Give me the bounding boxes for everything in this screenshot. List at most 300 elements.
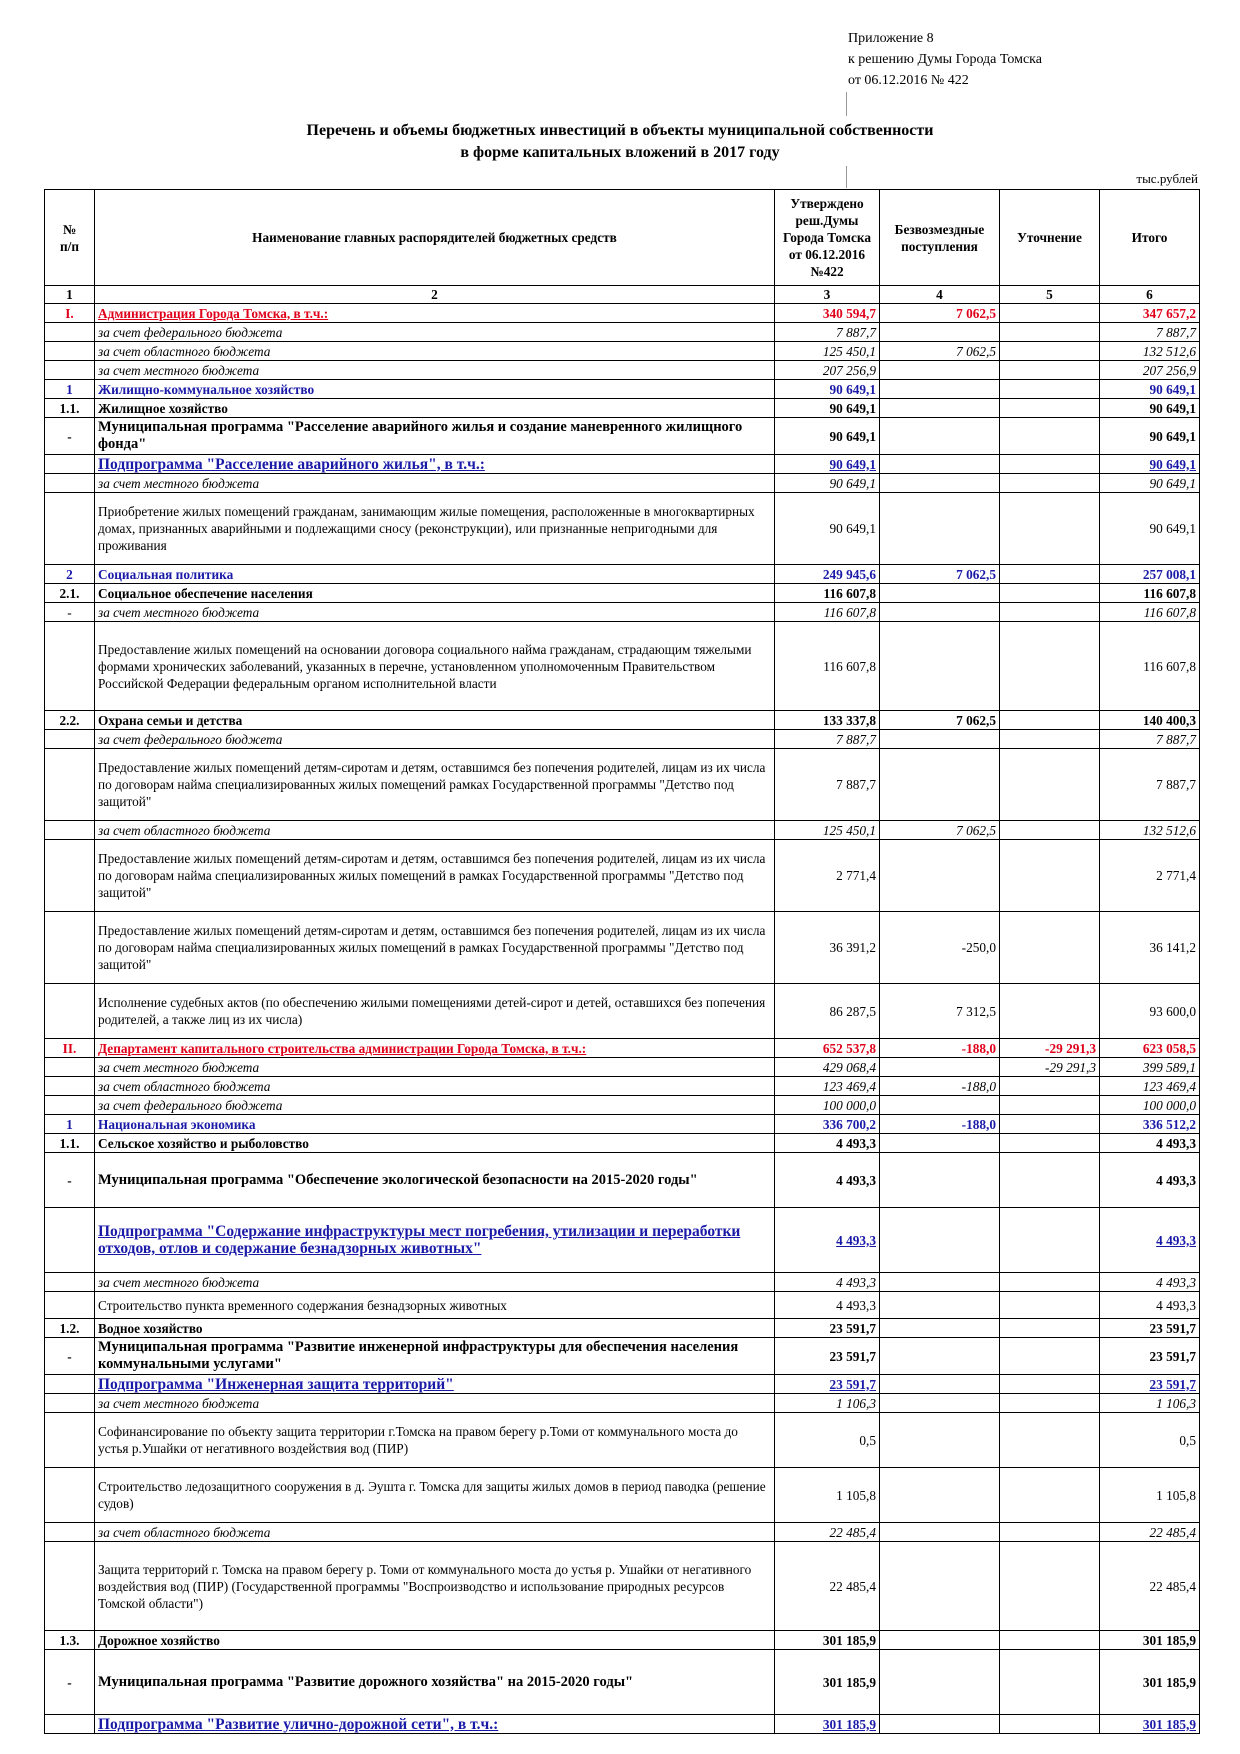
adjustment-value	[1000, 1273, 1100, 1292]
row-name: Предоставление жилых помещений детям-сиротам и детям, оставшимся без попечения родителей, лицам из их числа по договорам найма специализированных жилых помещений рамках Государственной программы "Детство под защитой"	[95, 749, 775, 821]
total-value: 132 512,6	[1100, 821, 1200, 840]
row-name: Подпрограмма "Содержание инфраструктуры мест погребения, утилизации и переработки отходов, отлов и содержание безнадзорных животных"	[95, 1208, 775, 1273]
row-number	[45, 342, 95, 361]
total-value: 140 400,3	[1100, 711, 1200, 730]
approved-value: 133 337,8	[775, 711, 880, 730]
row-number: II.	[45, 1039, 95, 1058]
adjustment-value	[1000, 1468, 1100, 1523]
row-name: Предоставление жилых помещений детям-сиротам и детям, оставшимся без попечения родителей, лицам из их числа по договорам найма специализированных жилых помещений в рамках Государственной программы "Детство под защитой"	[95, 840, 775, 912]
table-row	[45, 821, 1200, 840]
row-name: за счет федерального бюджета	[95, 323, 775, 342]
title-line-2: в форме капитальных вложений в 2017 году	[460, 144, 780, 161]
total-value: 23 591,7	[1100, 1338, 1200, 1375]
table-row	[45, 1650, 1200, 1715]
grants-value	[880, 1394, 1000, 1413]
total-value: 4 493,3	[1100, 1134, 1200, 1153]
grants-value: 7 062,5	[880, 711, 1000, 730]
grants-value	[880, 323, 1000, 342]
row-name: Муниципальная программа "Развитие дорожного хозяйства" на 2015-2020 годы"	[95, 1650, 775, 1715]
table-row	[45, 1039, 1200, 1058]
approved-value: 23 591,7	[775, 1319, 880, 1338]
adjustment-value	[1000, 342, 1100, 361]
row-number: 1	[45, 380, 95, 399]
row-number: -	[45, 418, 95, 455]
grants-value: 7 062,5	[880, 821, 1000, 840]
grants-value	[880, 749, 1000, 821]
approved-value: 207 256,9	[775, 361, 880, 380]
table-row	[45, 399, 1200, 418]
grants-value	[880, 840, 1000, 912]
header-adjustment: Уточнение	[1000, 190, 1100, 286]
approved-value: 2 771,4	[775, 840, 880, 912]
adjustment-value	[1000, 1338, 1100, 1375]
row-name: Предоставление жилых помещений на основании договора социального найма гражданам, страдающим тяжелыми формами хронических заболеваний, указанных в перечне, установленном уполномоченным Правительством Российской Федерации федеральным органом исполнительной власти	[95, 622, 775, 711]
row-number	[45, 984, 95, 1039]
grants-value	[880, 1096, 1000, 1115]
approved-value: 22 485,4	[775, 1523, 880, 1542]
approved-value: 125 450,1	[775, 821, 880, 840]
row-number: -	[45, 1338, 95, 1375]
total-value: 23 591,7	[1100, 1375, 1200, 1394]
approved-value: 4 493,3	[775, 1134, 880, 1153]
row-number: 2.1.	[45, 584, 95, 603]
total-value: 100 000,0	[1100, 1096, 1200, 1115]
table-row	[45, 1115, 1200, 1134]
grants-value	[880, 1058, 1000, 1077]
table-row	[45, 584, 1200, 603]
grants-value: -250,0	[880, 912, 1000, 984]
divider	[846, 92, 847, 116]
row-name: Администрация Города Томска, в т.ч.:	[95, 304, 775, 323]
total-value: 301 185,9	[1100, 1650, 1200, 1715]
approved-value: 7 887,7	[775, 730, 880, 749]
header-name: Наименование главных распорядителей бюджетных средств	[95, 190, 775, 286]
total-value: 90 649,1	[1100, 493, 1200, 565]
adjustment-value	[1000, 304, 1100, 323]
approved-value: 0,5	[775, 1413, 880, 1468]
header-total: Итого	[1100, 190, 1200, 286]
row-number: 1.1.	[45, 1134, 95, 1153]
approved-value: 1 106,3	[775, 1394, 880, 1413]
approved-value: 116 607,8	[775, 584, 880, 603]
total-value: 347 657,2	[1100, 304, 1200, 323]
approved-value: 116 607,8	[775, 603, 880, 622]
row-number: -	[45, 1650, 95, 1715]
row-name: Муниципальная программа "Обеспечение экологической безопасности на 2015-2020 годы"	[95, 1153, 775, 1208]
approved-value: 7 887,7	[775, 749, 880, 821]
approved-value: 90 649,1	[775, 455, 880, 474]
total-value: 116 607,8	[1100, 584, 1200, 603]
grants-value	[880, 1319, 1000, 1338]
table-row	[45, 1077, 1200, 1096]
row-name: за счет местного бюджета	[95, 1273, 775, 1292]
grants-value	[880, 730, 1000, 749]
approved-value: 90 649,1	[775, 493, 880, 565]
total-value: 23 591,7	[1100, 1319, 1200, 1338]
table-row	[45, 603, 1200, 622]
row-number	[45, 1096, 95, 1115]
total-value: 132 512,6	[1100, 342, 1200, 361]
total-value: 301 185,9	[1100, 1715, 1200, 1734]
row-name: Национальная экономика	[95, 1115, 775, 1134]
row-name: за счет областного бюджета	[95, 1077, 775, 1096]
approved-value: 429 068,4	[775, 1058, 880, 1077]
row-number: -	[45, 603, 95, 622]
table-row	[45, 1338, 1200, 1375]
adjustment-value	[1000, 1650, 1100, 1715]
row-name: Строительство ледозащитного сооружения в д. Эушта г. Томска для защиты жилых домов в период паводка (решение судов)	[95, 1468, 775, 1523]
header-grants: Безвозмездные поступления	[880, 190, 1000, 286]
table-header-row	[45, 190, 1200, 286]
adjustment-value	[1000, 399, 1100, 418]
row-name: Подпрограмма "Развитие улично-дорожной сети", в т.ч.:	[95, 1715, 775, 1734]
table-row	[45, 1413, 1200, 1468]
grants-value	[880, 399, 1000, 418]
row-name: Водное хозяйство	[95, 1319, 775, 1338]
appendix-block	[848, 28, 1042, 91]
grants-value	[880, 1375, 1000, 1394]
total-value: 7 887,7	[1100, 749, 1200, 821]
adjustment-value	[1000, 323, 1100, 342]
adjustment-value	[1000, 493, 1100, 565]
grants-value: -188,0	[880, 1077, 1000, 1096]
adjustment-value	[1000, 1319, 1100, 1338]
row-number	[45, 361, 95, 380]
approved-value: 4 493,3	[775, 1208, 880, 1273]
units-label: тыс.рублей	[1136, 171, 1198, 186]
total-value: 1 106,3	[1100, 1394, 1200, 1413]
adjustment-value	[1000, 1134, 1100, 1153]
row-number	[45, 1715, 95, 1734]
table-row	[45, 1394, 1200, 1413]
adjustment-value	[1000, 984, 1100, 1039]
appendix-line-1: Приложение 8	[848, 31, 934, 46]
grants-value: -188,0	[880, 1039, 1000, 1058]
grants-value: 7 062,5	[880, 342, 1000, 361]
header-approved: Утверждено реш.Думы Города Томска от 06.12.2016 №422	[775, 190, 880, 286]
total-value: 257 008,1	[1100, 565, 1200, 584]
table-row	[45, 749, 1200, 821]
row-number	[45, 1292, 95, 1319]
column-number-row	[45, 286, 1200, 304]
row-number	[45, 455, 95, 474]
grants-value: 7 312,5	[880, 984, 1000, 1039]
grants-value	[880, 1208, 1000, 1273]
row-name: за счет областного бюджета	[95, 342, 775, 361]
row-number	[45, 730, 95, 749]
grants-value	[880, 622, 1000, 711]
document-title	[0, 120, 1240, 164]
adjustment-value: -29 291,3	[1000, 1058, 1100, 1077]
table-row	[45, 418, 1200, 455]
grants-value	[880, 584, 1000, 603]
total-value: 4 493,3	[1100, 1153, 1200, 1208]
row-name: Приобретение жилых помещений гражданам, занимающим жилые помещения, расположенные в многоквартирных домах, признанных аварийными и подлежащими сносу (реконструкции), или признанные непригодными для проживания	[95, 493, 775, 565]
row-number	[45, 840, 95, 912]
table-row	[45, 1153, 1200, 1208]
header-number: № п/п	[45, 190, 95, 286]
table-row	[45, 493, 1200, 565]
approved-value: 22 485,4	[775, 1542, 880, 1631]
row-number	[45, 1523, 95, 1542]
approved-value: 301 185,9	[775, 1631, 880, 1650]
row-name: за счет областного бюджета	[95, 1523, 775, 1542]
table-row	[45, 1631, 1200, 1650]
grants-value	[880, 603, 1000, 622]
row-number	[45, 1375, 95, 1394]
row-name: Софинансирование по объекту защита территории г.Томска на правом берегу р.Томи от коммунального моста до устья р.Ушайки от негативного воздействия вод (ПИР)	[95, 1413, 775, 1468]
adjustment-value	[1000, 821, 1100, 840]
row-number: 1.2.	[45, 1319, 95, 1338]
table-row	[45, 455, 1200, 474]
table-row	[45, 730, 1200, 749]
row-number	[45, 622, 95, 711]
table-row	[45, 622, 1200, 711]
row-number	[45, 1077, 95, 1096]
row-name: за счет местного бюджета	[95, 474, 775, 493]
grants-value: 7 062,5	[880, 565, 1000, 584]
table-row	[45, 380, 1200, 399]
adjustment-value	[1000, 455, 1100, 474]
budget-table	[44, 189, 1200, 1734]
row-name: за счет федерального бюджета	[95, 730, 775, 749]
adjustment-value	[1000, 711, 1100, 730]
adjustment-value	[1000, 1542, 1100, 1631]
adjustment-value	[1000, 1631, 1100, 1650]
column-number: 1	[45, 286, 95, 304]
row-name: Департамент капитального строительства администрации Города Томска, в т.ч.:	[95, 1039, 775, 1058]
grants-value	[880, 1650, 1000, 1715]
table-row	[45, 1715, 1200, 1734]
approved-value: 90 649,1	[775, 399, 880, 418]
total-value: 116 607,8	[1100, 622, 1200, 711]
row-name: Дорожное хозяйство	[95, 1631, 775, 1650]
approved-value: 7 887,7	[775, 323, 880, 342]
approved-value: 340 594,7	[775, 304, 880, 323]
approved-value: 116 607,8	[775, 622, 880, 711]
grants-value	[880, 1523, 1000, 1542]
approved-value: 652 537,8	[775, 1039, 880, 1058]
approved-value: 90 649,1	[775, 474, 880, 493]
total-value: 4 493,3	[1100, 1273, 1200, 1292]
total-value: 399 589,1	[1100, 1058, 1200, 1077]
row-number	[45, 1208, 95, 1273]
row-number	[45, 912, 95, 984]
column-number: 4	[880, 286, 1000, 304]
row-number	[45, 1394, 95, 1413]
adjustment-value	[1000, 749, 1100, 821]
total-value: 116 607,8	[1100, 603, 1200, 622]
total-value: 90 649,1	[1100, 399, 1200, 418]
column-number: 5	[1000, 286, 1100, 304]
total-value: 1 105,8	[1100, 1468, 1200, 1523]
total-value: 90 649,1	[1100, 380, 1200, 399]
approved-value: 301 185,9	[775, 1650, 880, 1715]
grants-value	[880, 1292, 1000, 1319]
total-value: 90 649,1	[1100, 474, 1200, 493]
approved-value: 90 649,1	[775, 380, 880, 399]
adjustment-value	[1000, 1715, 1100, 1734]
approved-value: 36 391,2	[775, 912, 880, 984]
row-number: 2	[45, 565, 95, 584]
row-name: Сельское хозяйство и рыболовство	[95, 1134, 775, 1153]
grants-value	[880, 455, 1000, 474]
table-row	[45, 711, 1200, 730]
row-name: за счет областного бюджета	[95, 821, 775, 840]
grants-value	[880, 474, 1000, 493]
total-value: 36 141,2	[1100, 912, 1200, 984]
approved-value: 4 493,3	[775, 1292, 880, 1319]
adjustment-value	[1000, 840, 1100, 912]
total-value: 93 600,0	[1100, 984, 1200, 1039]
table-row	[45, 1523, 1200, 1542]
row-name: Муниципальная программа "Развитие инженерной инфраструктуры для обеспечения населения коммунальными услугами"	[95, 1338, 775, 1375]
grants-value: -188,0	[880, 1115, 1000, 1134]
row-name: Жилищное хозяйство	[95, 399, 775, 418]
table-row	[45, 1375, 1200, 1394]
grants-value	[880, 1273, 1000, 1292]
row-name: за счет местного бюджета	[95, 1058, 775, 1077]
row-number	[45, 493, 95, 565]
row-name: Подпрограмма "Расселение аварийного жилья", в т.ч.:	[95, 455, 775, 474]
total-value: 7 887,7	[1100, 323, 1200, 342]
total-value: 301 185,9	[1100, 1631, 1200, 1650]
approved-value: 4 493,3	[775, 1273, 880, 1292]
grants-value	[880, 1153, 1000, 1208]
table-row	[45, 361, 1200, 380]
row-name: Муниципальная программа "Расселение аварийного жилья и создание маневренного жилищного фонда"	[95, 418, 775, 455]
adjustment-value	[1000, 603, 1100, 622]
table-row	[45, 1208, 1200, 1273]
table-row	[45, 1319, 1200, 1338]
adjustment-value	[1000, 1115, 1100, 1134]
grants-value	[880, 1338, 1000, 1375]
approved-value: 1 105,8	[775, 1468, 880, 1523]
grants-value	[880, 1542, 1000, 1631]
adjustment-value	[1000, 1153, 1100, 1208]
table-row	[45, 1542, 1200, 1631]
approved-value: 249 945,6	[775, 565, 880, 584]
table-row	[45, 912, 1200, 984]
table-row	[45, 323, 1200, 342]
row-number	[45, 749, 95, 821]
table-row	[45, 984, 1200, 1039]
total-value: 7 887,7	[1100, 730, 1200, 749]
appendix-line-3: от 06.12.2016 № 422	[848, 73, 969, 88]
adjustment-value	[1000, 912, 1100, 984]
adjustment-value	[1000, 1413, 1100, 1468]
row-number: -	[45, 1153, 95, 1208]
approved-value: 301 185,9	[775, 1715, 880, 1734]
divider	[846, 166, 847, 188]
row-name: за счет местного бюджета	[95, 361, 775, 380]
total-value: 2 771,4	[1100, 840, 1200, 912]
table-row	[45, 1292, 1200, 1319]
total-value: 90 649,1	[1100, 418, 1200, 455]
row-number: 1	[45, 1115, 95, 1134]
row-name: Исполнение судебных актов (по обеспечению жилыми помещениями детей-сирот и детей, оставшихся без попечения родителей, а также лиц из их числа)	[95, 984, 775, 1039]
row-number	[45, 821, 95, 840]
adjustment-value	[1000, 1394, 1100, 1413]
adjustment-value	[1000, 1077, 1100, 1096]
row-number: I.	[45, 304, 95, 323]
adjustment-value	[1000, 361, 1100, 380]
row-number: 1.1.	[45, 399, 95, 418]
table-row	[45, 840, 1200, 912]
total-value: 0,5	[1100, 1413, 1200, 1468]
adjustment-value	[1000, 1292, 1100, 1319]
grants-value	[880, 1134, 1000, 1153]
row-number	[45, 1273, 95, 1292]
table-row	[45, 1273, 1200, 1292]
table-row	[45, 565, 1200, 584]
total-value: 336 512,2	[1100, 1115, 1200, 1134]
adjustment-value	[1000, 380, 1100, 399]
table-row	[45, 1058, 1200, 1077]
approved-value: 100 000,0	[775, 1096, 880, 1115]
appendix-line-2: к решению Думы Города Томска	[848, 52, 1042, 67]
title-line-1: Перечень и объемы бюджетных инвестиций в объекты муниципальной собственности	[306, 122, 934, 139]
grants-value	[880, 418, 1000, 455]
table-row	[45, 1096, 1200, 1115]
approved-value: 23 591,7	[775, 1338, 880, 1375]
approved-value: 86 287,5	[775, 984, 880, 1039]
adjustment-value	[1000, 1096, 1100, 1115]
row-name: Социальное обеспечение населения	[95, 584, 775, 603]
approved-value: 123 469,4	[775, 1077, 880, 1096]
adjustment-value	[1000, 418, 1100, 455]
row-name: Защита территорий г. Томска на правом берегу р. Томи от коммунального моста до устья р. Ушайки от негативного воздействия вод (ПИР) (Государственной программы "Воспроизводство и использование природных ресурсов Томской области")	[95, 1542, 775, 1631]
row-name: Строительство пункта временного содержания безнадзорных животных	[95, 1292, 775, 1319]
column-number: 2	[95, 286, 775, 304]
table-row	[45, 1468, 1200, 1523]
total-value: 90 649,1	[1100, 455, 1200, 474]
row-number: 2.2.	[45, 711, 95, 730]
row-number	[45, 1468, 95, 1523]
row-number: 1.3.	[45, 1631, 95, 1650]
total-value: 22 485,4	[1100, 1523, 1200, 1542]
total-value: 4 493,3	[1100, 1292, 1200, 1319]
row-name: за счет местного бюджета	[95, 603, 775, 622]
grants-value: 7 062,5	[880, 304, 1000, 323]
grants-value	[880, 493, 1000, 565]
total-value: 623 058,5	[1100, 1039, 1200, 1058]
total-value: 22 485,4	[1100, 1542, 1200, 1631]
table-row	[45, 1134, 1200, 1153]
approved-value: 90 649,1	[775, 418, 880, 455]
row-number	[45, 1058, 95, 1077]
total-value: 207 256,9	[1100, 361, 1200, 380]
adjustment-value	[1000, 622, 1100, 711]
approved-value: 336 700,2	[775, 1115, 880, 1134]
grants-value	[880, 1413, 1000, 1468]
table-row	[45, 474, 1200, 493]
row-name: за счет федерального бюджета	[95, 1096, 775, 1115]
adjustment-value	[1000, 584, 1100, 603]
adjustment-value: -29 291,3	[1000, 1039, 1100, 1058]
table-row	[45, 342, 1200, 361]
row-name: Социальная политика	[95, 565, 775, 584]
adjustment-value	[1000, 1523, 1100, 1542]
adjustment-value	[1000, 474, 1100, 493]
approved-value: 23 591,7	[775, 1375, 880, 1394]
table-row	[45, 304, 1200, 323]
row-name: Жилищно-коммунальное хозяйство	[95, 380, 775, 399]
row-number	[45, 323, 95, 342]
adjustment-value	[1000, 730, 1100, 749]
row-name: Предоставление жилых помещений детям-сиротам и детям, оставшимся без попечения родителей, лицам из их числа по договорам найма специализированных жилых помещений в рамках Государственной программы "Детство под защитой"	[95, 912, 775, 984]
row-number	[45, 474, 95, 493]
